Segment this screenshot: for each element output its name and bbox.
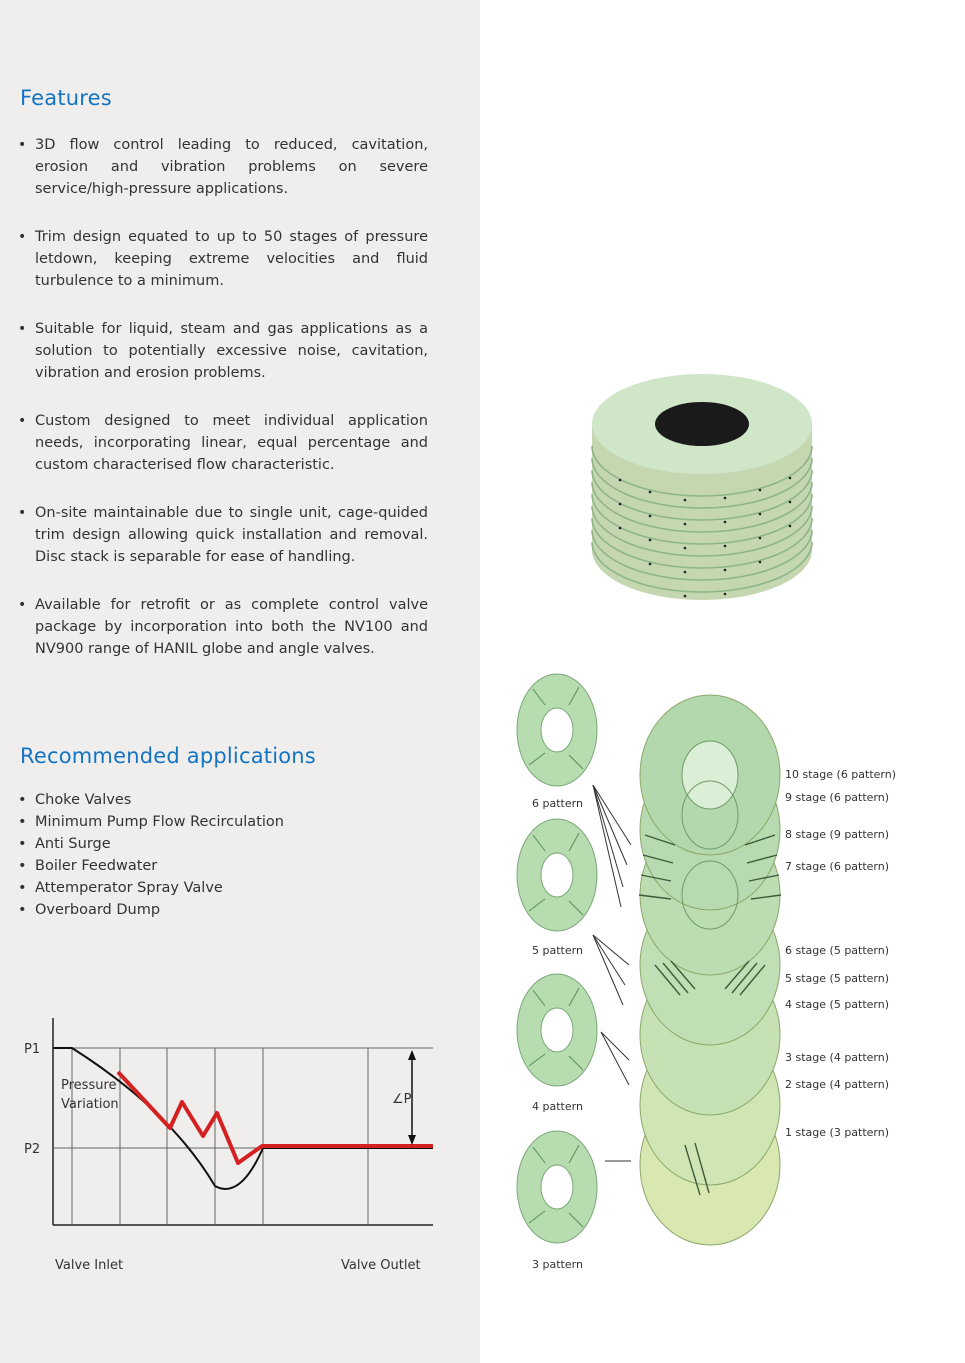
- disc-6-pattern: [517, 674, 597, 786]
- stage-label: 6 stage (5 pattern): [785, 944, 890, 957]
- outlet-label: Valve Outlet: [341, 1258, 421, 1273]
- bullet: •: [18, 321, 27, 337]
- bullet: •: [18, 880, 27, 896]
- feature-item: • On-site maintainable due to single unit, cage-quided trim design allowing quick installation and removal. Disc stack is separable for ease of handling.: [18, 502, 428, 568]
- bullet: •: [18, 413, 27, 429]
- features-heading: Features: [20, 86, 112, 110]
- leader-lines: [593, 785, 631, 1161]
- stage-label: 3 stage (4 pattern): [785, 1051, 890, 1064]
- feature-item: • Suitable for liquid, steam and gas applications as a solution to potentially excessive noise, cavitation, vibration and erosion problems.: [18, 318, 428, 384]
- delta-label: ∠P: [392, 1092, 412, 1107]
- disc-stack-diagram: [505, 665, 945, 1290]
- stage-label: 1 stage (3 pattern): [785, 1126, 890, 1139]
- stage-label: 4 stage (5 pattern): [785, 998, 890, 1011]
- features-list: [18, 134, 428, 686]
- arrow-head-down: [408, 1135, 416, 1145]
- application-item: • Minimum Pump Flow Recirculation: [18, 811, 284, 833]
- feature-item: • Available for retrofit or as complete control valve package by incorporation into both the NV100 and NV900 range of HANIL globe and angle valves.: [18, 594, 428, 660]
- pattern-label: 6 pattern: [532, 797, 583, 810]
- bullet: •: [18, 505, 27, 521]
- bullet: •: [18, 597, 27, 613]
- bullet: •: [18, 858, 27, 874]
- stage-label: 7 stage (6 pattern): [785, 860, 890, 873]
- bullet: •: [18, 137, 27, 153]
- disc-4-pattern: [517, 974, 597, 1086]
- multi-stage-curve: [118, 1072, 433, 1163]
- inlet-label: Valve Inlet: [55, 1258, 124, 1273]
- application-item: • Choke Valves: [18, 789, 284, 811]
- disc-stack-image: [590, 362, 815, 612]
- bullet: •: [18, 792, 27, 808]
- stage-label: 5 stage (5 pattern): [785, 972, 890, 985]
- curve-label-1: Pressure: [61, 1078, 117, 1093]
- applications-list: [18, 789, 284, 921]
- curve-label-2: Variation: [61, 1097, 119, 1112]
- stage-label: 9 stage (6 pattern): [785, 791, 890, 804]
- pattern-label: 3 pattern: [532, 1258, 583, 1271]
- p1-label: P1: [24, 1042, 41, 1057]
- stage-label: 8 stage (9 pattern): [785, 828, 890, 841]
- bullet: •: [18, 814, 27, 830]
- application-item: • Attemperator Spray Valve: [18, 877, 284, 899]
- pattern-label: 5 pattern: [532, 944, 583, 957]
- feature-item: • 3D flow control leading to reduced, cavitation, erosion and vibration problems on severe service/high-pressure applications.: [18, 134, 428, 200]
- pattern-label: 4 pattern: [532, 1100, 583, 1113]
- application-item: • Boiler Feedwater: [18, 855, 284, 877]
- single-stage-curve: [53, 1048, 433, 1189]
- arrow-head-up: [408, 1050, 416, 1060]
- feature-item: • Trim design equated to up to 50 stages of pressure letdown, keeping extreme velocities and fluid turbulence to a minimum.: [18, 226, 428, 292]
- exploded-stack: [639, 695, 781, 1245]
- stack-bore: [655, 402, 749, 446]
- applications-heading: Recommended applications: [20, 744, 316, 768]
- stage-label: 10 stage (6 pattern): [785, 768, 897, 781]
- disc-3-pattern: [517, 1131, 597, 1243]
- pressure-diagram: [0, 1000, 480, 1290]
- stage-label: 2 stage (4 pattern): [785, 1078, 890, 1091]
- p2-label: P2: [24, 1142, 41, 1157]
- disc-5-pattern: [517, 819, 597, 931]
- bullet: •: [18, 836, 27, 852]
- feature-item: • Custom designed to meet individual application needs, incorporating linear, equal percentage and custom characterised flow characteristic.: [18, 410, 428, 476]
- application-item: • Overboard Dump: [18, 899, 284, 921]
- bullet: •: [18, 902, 27, 918]
- application-item: • Anti Surge: [18, 833, 284, 855]
- bullet: •: [18, 229, 27, 245]
